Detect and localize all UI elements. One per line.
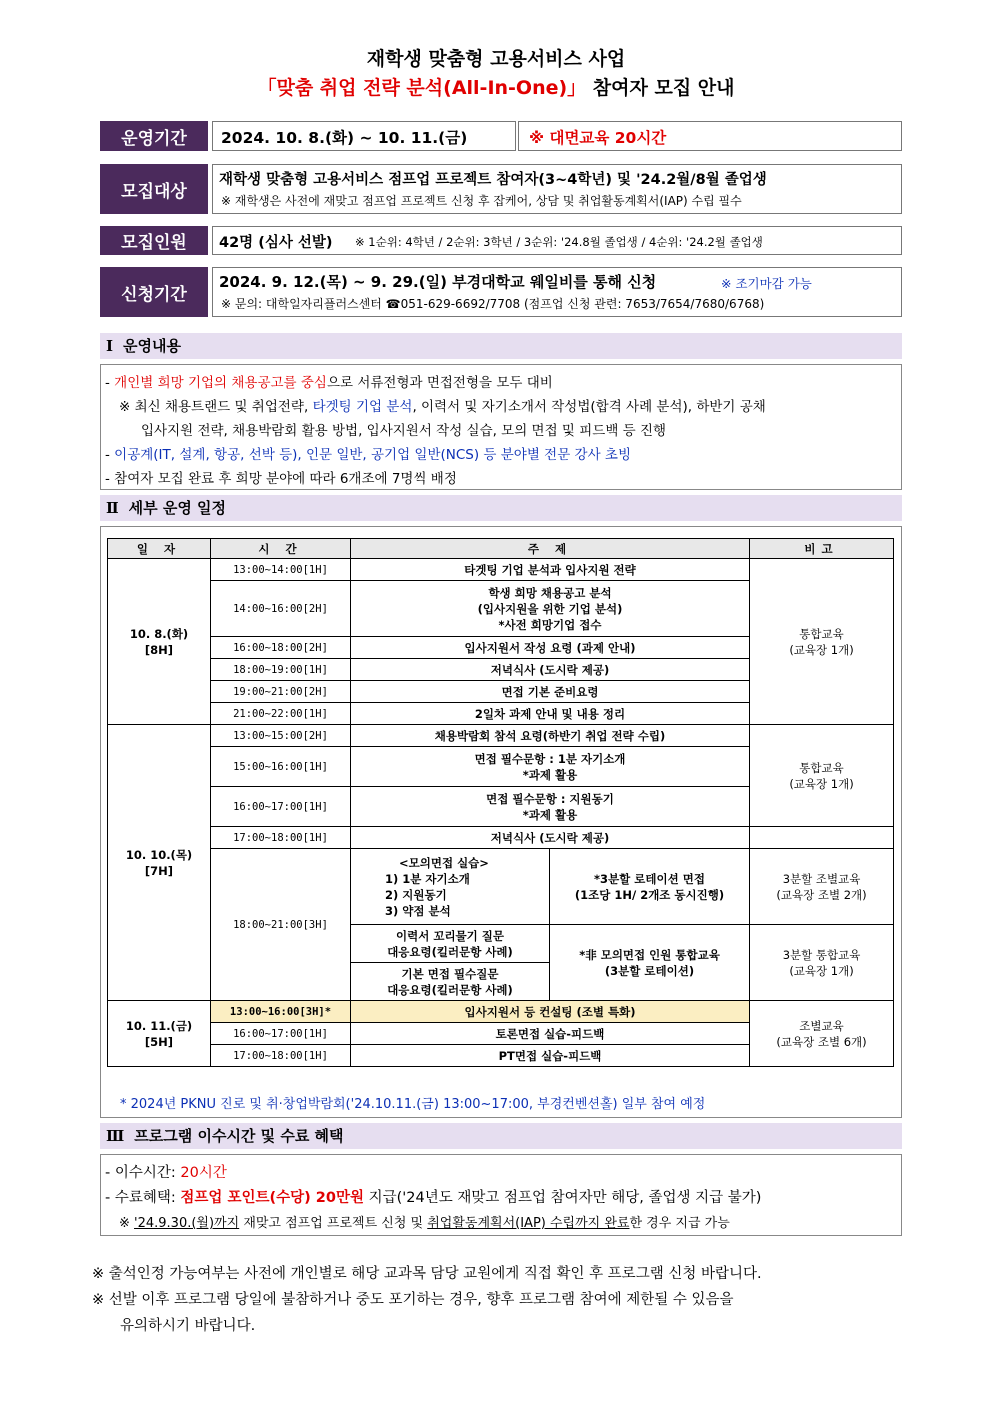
info-target: [100, 164, 902, 214]
info-period: [100, 121, 902, 151]
s1-line-4: - 이공계(IT, 설계, 항공, 선박 등), 인문 일반, 공기업 일반(NCS) 등 분야별 전문 강사 초빙: [105, 447, 631, 463]
section-3-heading: Ⅲ 프로그램 이수시간 및 수료 혜택: [100, 1123, 902, 1149]
day1-note: 통합교육 (교육장 1개): [750, 559, 894, 725]
day1-time: 13:00~14:00[1H]: [211, 559, 351, 581]
count-note: ※ 1순위: 4학년 / 2순위: 3학년 / 3순위: '24.8월 졸업생 / 4순위: '24.2월 졸업생: [355, 235, 763, 249]
day3-topic: 입사지원서 등 컨설팅 (조별 특화): [351, 1001, 750, 1023]
header-topic: 주 제: [351, 539, 750, 559]
doc-title: 재학생 맞춤형 고용서비스 사업: [366, 48, 626, 70]
day1-topic: 타겟팅 기업 분석과 입사지원 전략: [351, 559, 750, 581]
rotation-cell: *3분할 로테이션 면접 (1조당 1H/ 2개조 동시진행): [550, 849, 750, 925]
day3-topic: PT면접 실습-피드백: [351, 1045, 750, 1067]
day2-date: 10. 10.(목) [7H]: [108, 725, 211, 1001]
day3-time: 13:00~16:00[3H]*: [211, 1001, 351, 1023]
apply-note: ※ 조기마감 가능: [721, 276, 812, 291]
info-apply: [100, 267, 902, 317]
day1-time: 18:00~19:00[1H]: [211, 659, 351, 681]
day2-time: 18:00~21:00[3H]: [211, 849, 351, 1001]
day1-time: 19:00~21:00[2H]: [211, 681, 351, 703]
period-note: ※ 대면교육 20시간: [529, 129, 667, 147]
section-1-body: [100, 364, 902, 490]
schedule-footnote: * 2024년 PKNU 진로 및 취·창업박람회('24.10.11.(금) 13:00~17:00, 부경컨벤션홀) 일부 참여 예정: [120, 1097, 706, 1112]
day1-time: 16:00~18:00[2H]: [211, 637, 351, 659]
period-label: 운영기간: [100, 121, 208, 151]
day1-topic: 면접 기본 준비요령: [351, 681, 750, 703]
day2-topic: 채용박람회 참석 요령(하반기 취업 전략 수립): [351, 725, 750, 747]
day3-topic: 토론면접 실습-피드백: [351, 1023, 750, 1045]
section-3-body: [100, 1154, 902, 1236]
day2-time: 16:00~17:00[1H]: [211, 787, 351, 827]
day2-time: 15:00~16:00[1H]: [211, 747, 351, 787]
s3-line-2: - 수료혜택: 점프업 포인트(수당) 20만원 지급('24년도 재맞고 점프업 참여자만 해당, 졸업생 지급 불가): [105, 1190, 762, 1206]
non-mock-cell: *非 모의면접 인원 통합교육 (3분할 로테이션): [550, 925, 750, 1001]
apply-value: 2024. 9. 12.(목) ~ 9. 29.(일) 부경대학교 웨일비를 통해 신청: [219, 273, 657, 291]
day3-time: 16:00~17:00[1H]: [211, 1023, 351, 1045]
day2-note: 통합교육 (교육장 1개): [750, 725, 894, 827]
day3-date: 10. 11.(금) [5H]: [108, 1001, 211, 1067]
note-2: ※ 선발 이후 프로그램 당일에 불참하거나 중도 포기하는 경우, 향후 프로그램 참여에 제한될 수 있음을: [92, 1292, 734, 1308]
day1-topic: 2일차 과제 안내 및 내용 정리: [351, 703, 750, 725]
period-value: 2024. 10. 8.(화) ~ 10. 11.(금): [221, 129, 468, 147]
mock-interview-cell: <모의면접 실습> 1) 1분 자기소개 2) 지원동기 3) 약점 분석: [351, 849, 550, 925]
note-1: ※ 출석인정 가능여부는 사전에 개인별로 해당 교과목 담당 교원에게 직접 확인 후 프로그램 신청 바랍니다.: [92, 1266, 762, 1282]
day1-topic: 입사지원서 작성 요령 (과제 안내): [351, 637, 750, 659]
header-date: 일 자: [108, 539, 211, 559]
s1-line-3: 입사지원 전략, 채용박람회 활용 방법, 입사지원서 작성 실습, 모의 면접 및 피드백 등 진행: [141, 423, 667, 439]
day2-topic: 면접 필수문항 : 1분 자기소개 *과제 활용: [351, 747, 750, 787]
s3-line-3: ※ '24.9.30.(월)까지 재맞고 점프업 프로젝트 신청 및 취업활동계획서(IAP) 수립까지 완료한 경우 지급 가능: [119, 1216, 730, 1231]
day2-time: 17:00~18:00[1H]: [211, 827, 351, 849]
s3-line-1: - 이수시간: 20시간: [105, 1165, 227, 1181]
count-label: 모집인원: [100, 226, 208, 255]
target-value: 재학생 맞춤형 고용서비스 점프업 프로젝트 참여자(3~4학년) 및 '24.2월/8월 졸업생: [219, 172, 767, 188]
s1-line-1: - 개인별 희망 기업의 채용공고를 중심으로 서류전형과 면접전형을 모두 대비: [105, 375, 553, 391]
day1-topic: 저녁식사 (도시락 제공): [351, 659, 750, 681]
s1-line-5: - 참여자 모집 완료 후 희망 분야에 따라 6개조에 7명씩 배정: [105, 471, 457, 487]
day2-time: 13:00~15:00[2H]: [211, 725, 351, 747]
count-value: 42명 (심사 선발): [219, 235, 333, 251]
non-mock-note: 3분할 통합교육 (교육장 1개): [750, 925, 894, 1001]
day1-date: 10. 8.(화) [8H]: [108, 559, 211, 725]
basic-question-cell: 기본 면접 필수질문 대응요령(킬러문항 사례): [351, 963, 550, 1001]
header-time: 시 간: [211, 539, 351, 559]
day1-topic: 학생 희망 채용공고 분석 (입사지원을 위한 기업 분석) *사전 희망기업 접수: [351, 581, 750, 637]
section-1-heading: Ⅰ 운영내용: [100, 333, 902, 359]
apply-contact: ※ 문의: 대학일자리플러스센터 ☎051-629-6692/7708 (점프업 신청 관련: 7653/7654/7680/6768): [221, 297, 765, 311]
day3-note: 조별교육 (교육장 조별 6개): [750, 1001, 894, 1067]
section-2-heading: Ⅱ 세부 운영 일정: [100, 495, 902, 521]
day1-time: 14:00~16:00[2H]: [211, 581, 351, 637]
header-note: 비고: [750, 539, 894, 559]
day2-topic: 저녁식사 (도시락 제공): [351, 827, 750, 849]
day2-topic: 면접 필수문항 : 지원동기 *과제 활용: [351, 787, 750, 827]
schedule-table: [107, 538, 894, 1067]
note-3: 유의하시기 바랍니다.: [120, 1318, 256, 1334]
target-note: ※ 재학생은 사전에 재맞고 점프업 프로젝트 신청 후 잡케어, 상담 및 취업활동계획서(IAP) 수립 필수: [221, 194, 742, 208]
apply-label: 신청기간: [100, 267, 208, 317]
day1-time: 21:00~22:00[1H]: [211, 703, 351, 725]
tail-question-cell: 이력서 꼬리물기 질문 대응요령(킬러문항 사례): [351, 925, 550, 963]
day3-time: 17:00~18:00[1H]: [211, 1045, 351, 1067]
target-label: 모집대상: [100, 164, 208, 214]
doc-subtitle: 「맞춤 취업 전략 분석(All-In-One)」 참여자 모집 안내: [257, 77, 735, 99]
info-count: [100, 226, 902, 255]
s1-line-2: ※ 최신 채용트랜드 및 취업전략, 타겟팅 기업 분석, 이력서 및 자기소개서 작성법(합격 사례 분석), 하반기 공채: [119, 399, 766, 415]
rotation-note: 3분할 조별교육 (교육장 조별 2개): [750, 849, 894, 925]
